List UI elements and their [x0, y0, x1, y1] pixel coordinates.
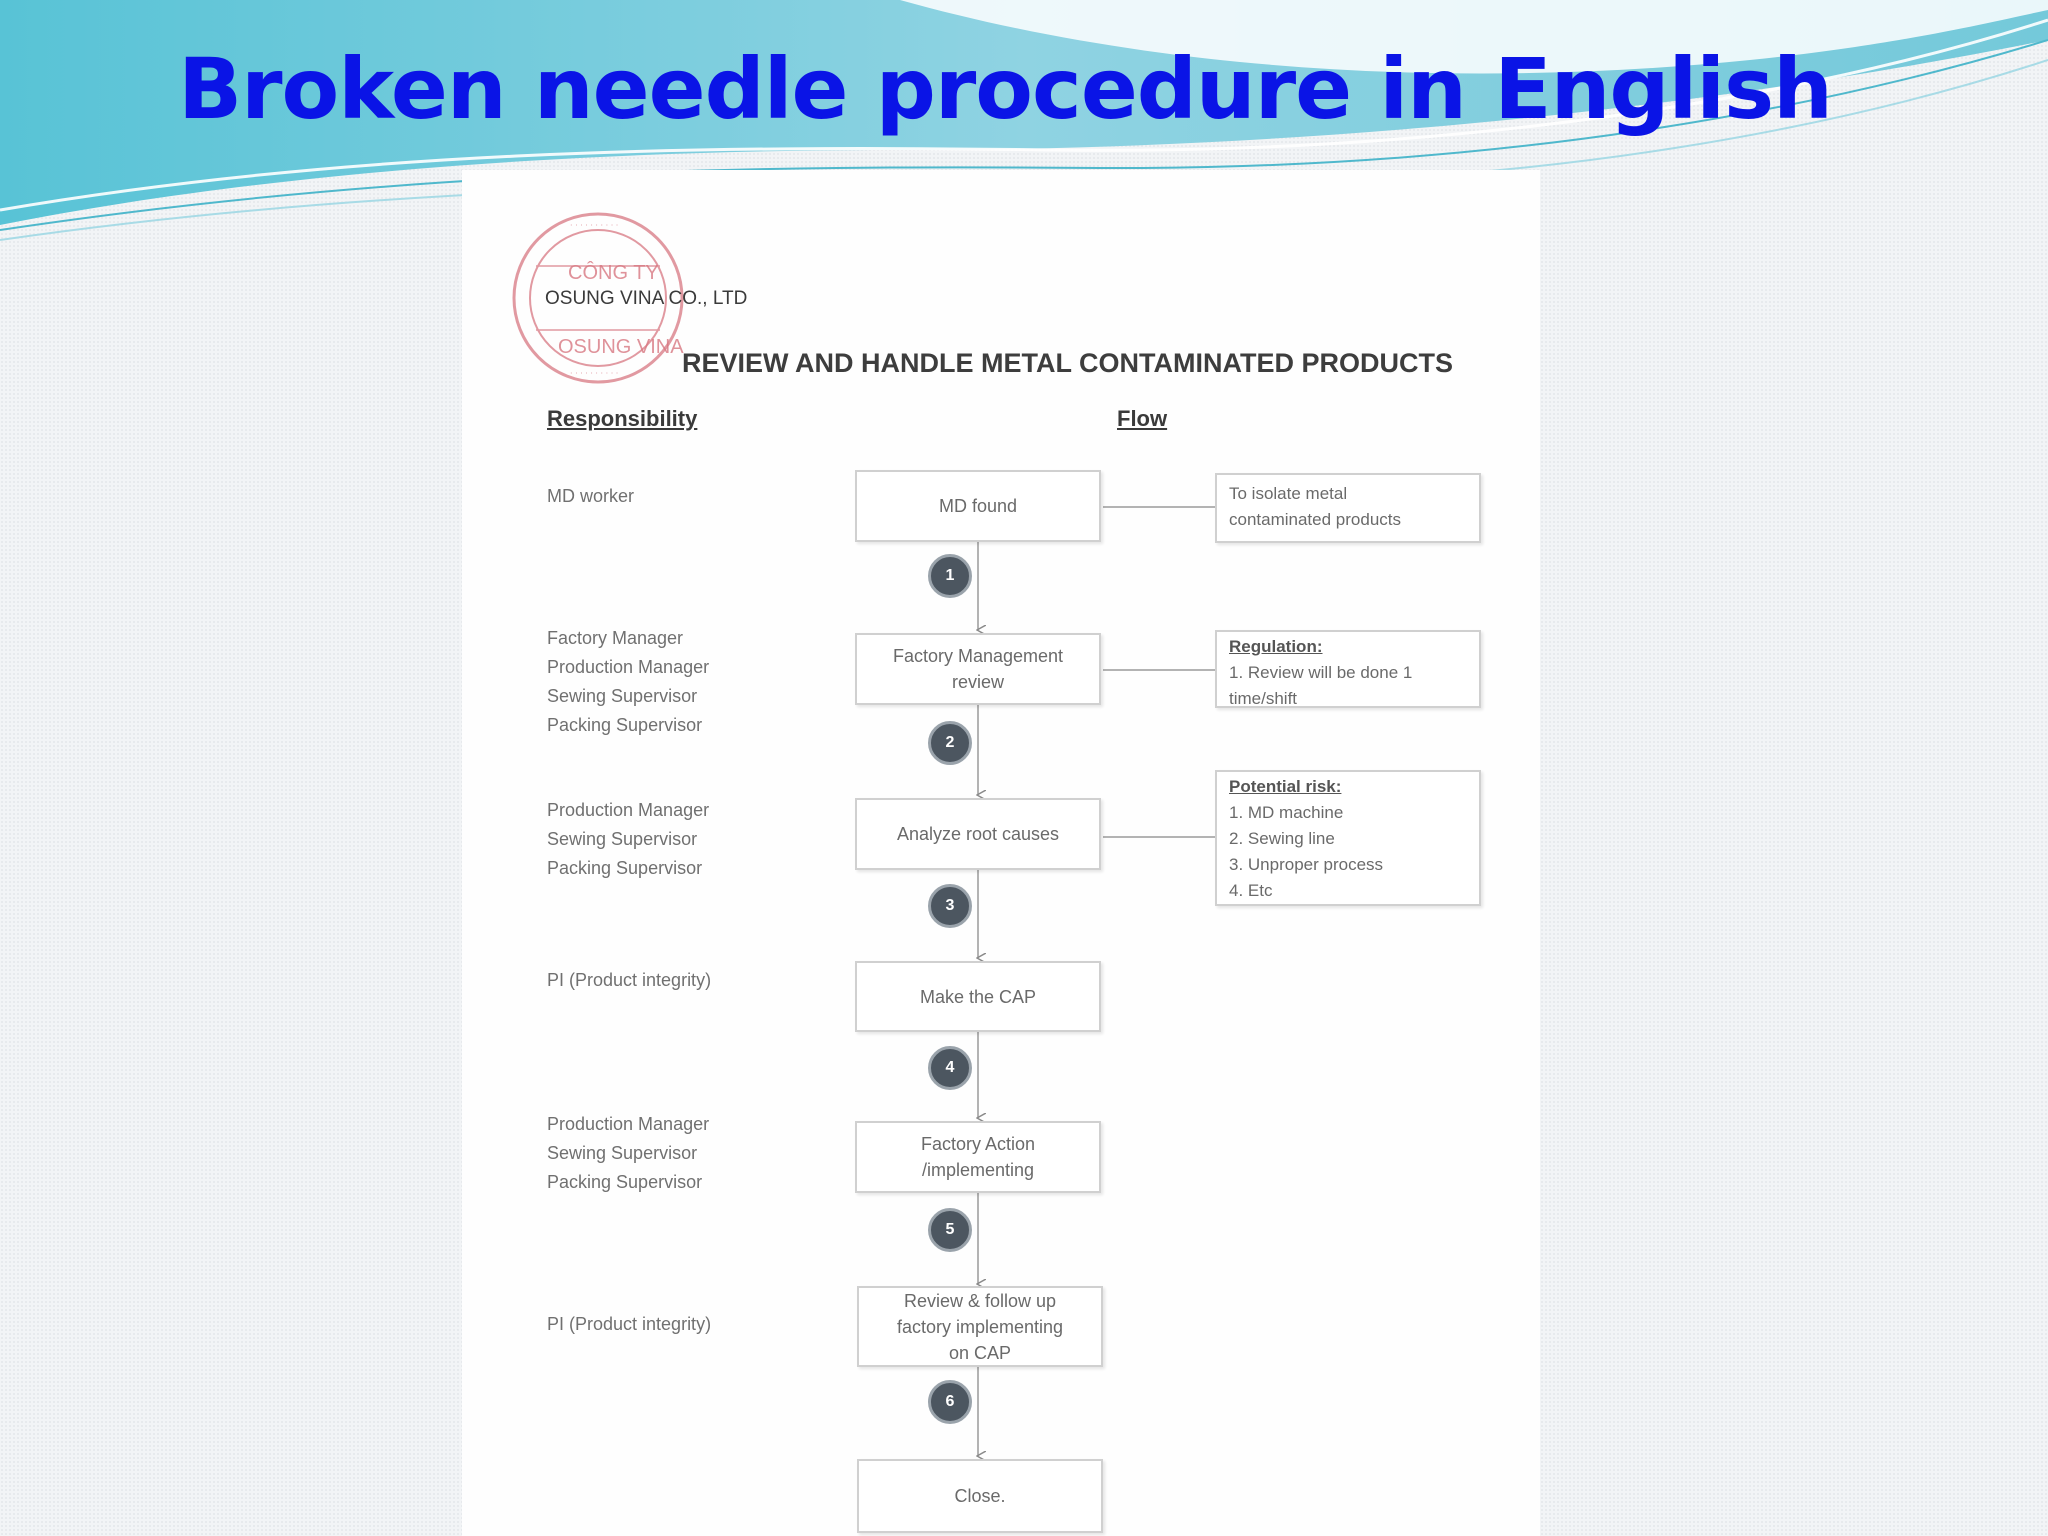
note-regulation [1215, 630, 1481, 708]
responsibility-line: PI (Product integrity) [547, 970, 712, 990]
note-potential-risk [1215, 770, 1481, 906]
flow-box-review-follow-up [857, 1286, 1103, 1367]
flow-box-text: Close. [954, 1486, 1006, 1506]
note-text: contaminated products [1229, 510, 1401, 529]
responsibility-header: Responsibility [547, 406, 698, 431]
step-badge-3: 3 [928, 884, 972, 928]
note-text: 4. Etc [1229, 881, 1273, 900]
responsibility-line: Sewing Supervisor [547, 1143, 698, 1163]
note-text: 1. Review will be done 1 [1229, 663, 1413, 682]
note-heading: Regulation: [1229, 637, 1323, 656]
stamp-text-top: CÔNG TY [568, 262, 659, 284]
svg-text:· · · · · · · · · ·: · · · · · · · · · · [570, 221, 619, 230]
step-badge-6: 6 [928, 1380, 972, 1424]
company-name: OSUNG VINA CO., LTD [545, 288, 748, 309]
flow-box-close [857, 1459, 1103, 1533]
flow-box-text: Review & follow up [903, 1290, 1057, 1311]
responsibility-line: Sewing Supervisor [547, 686, 698, 706]
stamp-text-bottom: OSUNG VINA [558, 336, 684, 358]
note-heading: Potential risk: [1229, 777, 1342, 796]
responsibility-line: Factory Manager [547, 628, 684, 648]
flow-box-text: factory implementing [896, 1316, 1064, 1337]
flow-box-md-found [855, 470, 1101, 542]
flow-box-text: Make the CAP [919, 986, 1037, 1007]
note-text: 3. Unproper process [1229, 855, 1384, 874]
note-text: time/shift [1229, 689, 1298, 708]
procedure-document [462, 170, 1540, 1536]
flow-box-management-review [855, 633, 1101, 705]
responsibility-line: Packing Supervisor [547, 858, 703, 878]
flow-box-text: Factory Action [920, 1134, 1036, 1154]
step-badge-4: 4 [928, 1046, 972, 1090]
note-text: 2. Sewing line [1229, 829, 1335, 848]
flow-header: Flow [1117, 406, 1168, 431]
flow-box-text: on CAP [948, 1342, 1012, 1363]
flow-box-text: review [951, 672, 1004, 692]
note-text: To isolate metal [1229, 484, 1348, 503]
note-text: 1. MD machine [1229, 803, 1344, 822]
flow-box-text: /implementing [921, 1160, 1035, 1180]
flow-box-text: Analyze root causes [896, 824, 1060, 844]
responsibility-line: Packing Supervisor [547, 715, 703, 735]
step-badge-1: 1 [928, 554, 972, 598]
responsibility-5 [547, 1110, 777, 1197]
responsibility-line: PI (Product integrity) [547, 1314, 712, 1334]
responsibility-line: Production Manager [547, 1114, 710, 1134]
step-badge-5: 5 [928, 1208, 972, 1252]
responsibility-line: Production Manager [547, 800, 710, 820]
responsibility-6 [547, 1310, 777, 1339]
responsibility-2 [547, 624, 777, 740]
document-title: REVIEW AND HANDLE METAL CONTAMINATED PRODUCTS [682, 348, 1453, 378]
responsibility-4 [547, 966, 777, 995]
responsibility-line: Sewing Supervisor [547, 829, 698, 849]
responsibility-line: Production Manager [547, 657, 710, 677]
flow-box-text: Factory Management [892, 646, 1064, 666]
responsibility-1 [547, 482, 777, 511]
flow-box-root-causes [855, 798, 1101, 870]
flow-box-factory-action [855, 1121, 1101, 1193]
responsibility-line: Packing Supervisor [547, 1172, 703, 1192]
responsibility-3 [547, 796, 777, 883]
step-badge-2: 2 [928, 721, 972, 765]
note-isolate [1215, 473, 1481, 543]
flow-box-text: MD found [938, 496, 1018, 516]
slide-title: Broken needle procedure in English [178, 40, 1832, 138]
flow-box-make-cap [855, 961, 1101, 1032]
responsibility-line: MD worker [547, 486, 635, 506]
svg-text:· · · · · · · · · ·: · · · · · · · · · · [570, 369, 619, 378]
